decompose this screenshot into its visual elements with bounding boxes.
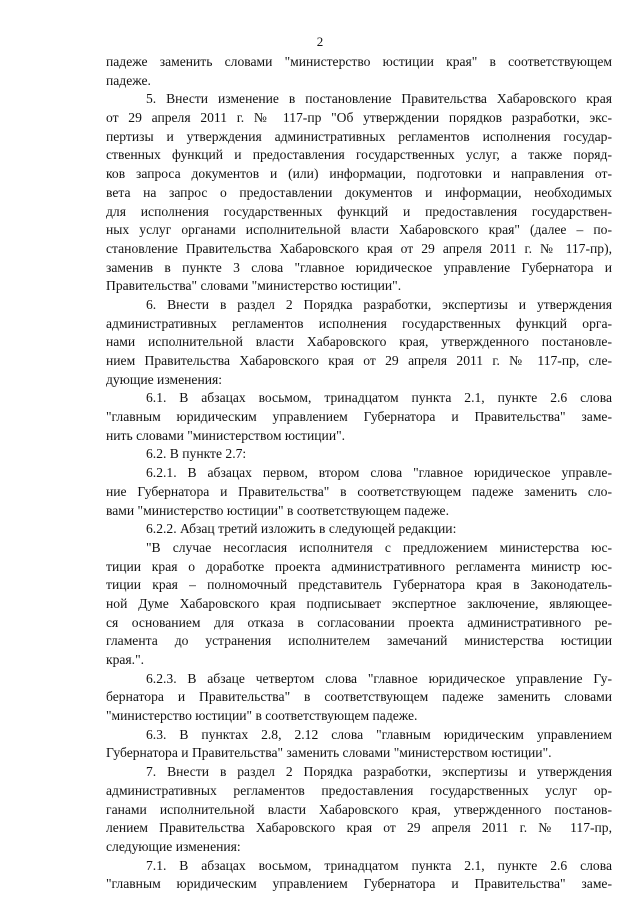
text-line: "В случае несогласия исполнителя с предложением министерства юс- (146, 539, 612, 555)
text-line: 6.1. В абзацах восьмом, тринадцатом пункта 2.1, пункте 2.6 слова (146, 390, 612, 406)
text-line: 5. Внести изменение в постановление Правительства Хабаровского края (146, 91, 612, 107)
text-line: ной Думе Хабаровского края подписывает экспертное заключение, являющее- (106, 595, 612, 611)
text-line: дующие изменения: (106, 371, 223, 387)
text-line: падеже. (106, 72, 151, 88)
text-line: лением Правительства Хабаровского края от 29 апреля 2011 г. № 117-пр, (106, 820, 612, 836)
text-line: нием Правительства Хабаровского края от 29 апреля 2011 г. № 117-пр, сле- (106, 353, 612, 368)
text-line: 6.2. В пункте 2.7: (146, 446, 247, 462)
text-line: 6.3. В пунктах 2.8, 2.12 слова "главным юридическим управлением (146, 726, 612, 742)
text-line: "главным юридическим управлением Губернатора и Правительства" заме- (106, 876, 612, 892)
text-line: следующие изменения: (106, 838, 241, 854)
text-line: гламента до устранения исполнителем замечаний министерства юстиции (106, 633, 612, 649)
page-number: 2 (316, 34, 324, 49)
text-line: вета на запрос о предоставлении документов и информации, необходимых (106, 184, 612, 200)
text-line: ков запроса документов и (или) информации, подготовки и направления от- (106, 166, 612, 182)
text-line: 6.2.3. В абзаце четвертом слова "главное юридическое управление Гу- (146, 670, 612, 686)
text-line: ся основанием для отказа в согласовании проекта административного ре- (106, 614, 612, 630)
text-line: 6. Внести в раздел 2 Порядка разработки, экспертизы и утверждения (146, 296, 612, 312)
text-line: административных регламентов исполнения государственных функций орга- (106, 315, 612, 331)
text-line: края.". (106, 652, 145, 667)
text-line: от 29 апреля 2011 г. № 117-пр "Об утверждении порядков разработки, экс- (106, 110, 612, 126)
text-line: ственных функций и предоставления государственных услуг, а также поряд- (106, 147, 612, 163)
text-line: ние Губернатора и Правительства" в соответствующем падеже заменить сло- (106, 483, 612, 499)
text-line: тиции края – полномочный представитель Губернатора края в Законодатель- (106, 577, 612, 593)
text-line: "главным юридическим управлением Губернатора и Правительства" заме- (106, 409, 612, 425)
text-line: Губернатора и Правительства" заменить словами "министерством юстиции". (106, 745, 552, 761)
text-line: 7.1. В абзацах восьмом, тринадцатом пункта 2.1, пункте 2.6 слова (146, 857, 612, 873)
text-line: для исполнения государственных функций и предоставления государствен- (106, 203, 612, 219)
document-body (106, 53, 612, 894)
text-line: вами "министерство юстиции" в соответствующем падеже. (106, 502, 449, 518)
text-line: заменив в пункте 3 слова "главное юридическое управление Губернатора и (106, 259, 612, 275)
text-line: ганами исполнительной власти Хабаровского края, утвержденного постанов- (106, 801, 612, 817)
text-line: становление Правительства Хабаровского края от 29 апреля 2011 г. № 117-пр), (106, 240, 612, 256)
text-line: Правительства" словами "министерство юстиции". (106, 278, 402, 294)
text-line: тиции края о доработке проекта административного регламента министр юс- (106, 558, 612, 574)
text-line: 6.2.2. Абзац третий изложить в следующей редакции: (146, 521, 457, 537)
text-line: нами исполнительной власти Хабаровского края, утвержденного постановле- (106, 334, 612, 350)
text-line: пертизы и утверждения административных регламентов исполнения государ- (106, 128, 612, 144)
text-line: нить словами "министерством юстиции". (106, 427, 346, 443)
text-line: падеже заменить словами "министерство юстиции края" в соответствующем (106, 54, 612, 69)
text-line: 6.2.1. В абзацах первом, втором слова "главное юридическое управле- (146, 465, 612, 481)
text-line: 7. Внести в раздел 2 Порядка разработки, экспертизы и утверждения (146, 764, 612, 780)
text-line: "министерство юстиции" в соответствующем падеже. (106, 708, 418, 724)
text-line: административных регламентов предоставления государственных услуг ор- (106, 782, 612, 798)
text-line: бернатора и Правительства" в соответствующем падеже заменить словами (106, 689, 612, 705)
text-line: ных услуг органами исполнительной власти Хабаровского края" (далее – по- (106, 222, 612, 238)
